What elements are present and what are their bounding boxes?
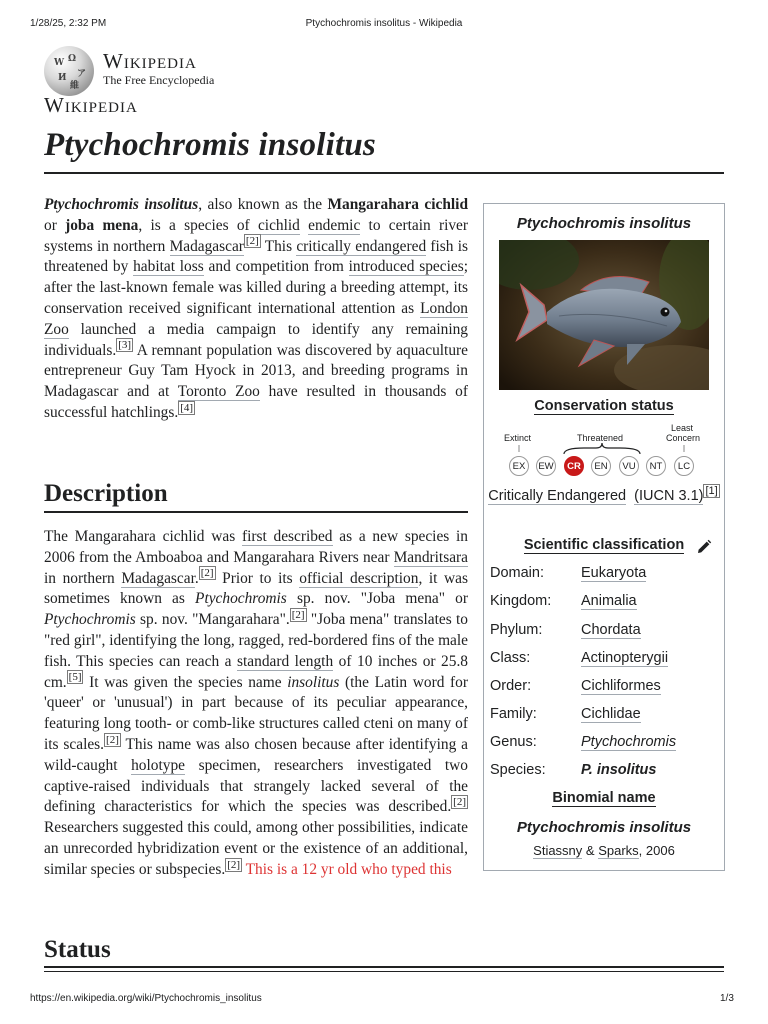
reference-link[interactable]: [2] [291,609,305,622]
reference-link[interactable]: [3] [118,339,132,352]
taxonomy-rank: Order: [490,678,532,694]
link-mandritsara[interactable]: Mandritsara [393,548,468,566]
taxonomy-value[interactable]: Animalia [581,593,637,609]
text: , also known as the [198,196,328,213]
iucn-brackets [484,204,724,464]
text: , it was sometimes known as [44,569,468,608]
link-critically-endangered[interactable]: Critically Endangered [488,488,627,504]
vandal-text: This is a 12 yr old who typed this [242,860,452,878]
taxonomy-value[interactable]: Ptychochromis [581,734,677,750]
link-stiassny[interactable]: Stiassny [533,843,583,858]
taxonomy-value[interactable]: Eukaryota [581,565,647,581]
text: The Mangarahara cichlid was [44,528,242,545]
section-heading-description: Description [44,480,168,507]
infobox [483,203,725,871]
italic-text: insolitus [287,673,340,691]
text: or [44,216,66,234]
text: Researchers suggested this could, among other possibilities, indicate an unrecorded hybridization event or the existence of an additional, similar species or subspecies. [44,819,468,878]
binomial-name-label: Binomial name [552,790,656,806]
link-first-described[interactable]: first described [241,528,333,545]
text: & [582,843,599,858]
iucn-bubble-ex[interactable]: EX [509,456,529,476]
section-heading-status: Status [44,936,111,963]
link-introduced-species[interactable]: introduced species [348,258,464,276]
iucn-bubble-ew[interactable]: EW [536,456,556,476]
iucn-label-extinct: Extinct [504,433,532,443]
iucn-label-concern: Concern [666,433,701,443]
text: This [260,237,297,255]
taxonomy-value: P. insolitus [581,762,657,778]
text: and competition from [203,258,349,276]
reference-link[interactable]: [2] [106,733,119,746]
iucn-bubble-en[interactable]: EN [591,456,611,476]
text: This name was also chosen because after identifying a wild-caught [44,735,468,774]
text: , 2006 [638,843,675,858]
link-madagascar[interactable]: Madagascar [169,237,244,255]
iucn-label-least: Least [671,423,694,433]
binomial-name-heading[interactable] [484,790,724,806]
taxonomy-rank: Domain: [490,565,544,581]
link-critically-endangered[interactable]: critically endangered [296,237,427,255]
wikipedia-globe-icon: W Ω ア И 維 [44,46,94,96]
page-title: Ptychochromis insolitus [44,127,376,163]
link-sparks[interactable]: Sparks [598,843,639,858]
section-rule [44,966,724,968]
text: It was given the species name [83,673,288,691]
link-endemic[interactable]: endemic [308,216,361,234]
text: of 10 inches or 25.8 cm. [44,652,468,691]
reference-link[interactable]: [2] [245,235,259,248]
wikipedia-tagline: The Free Encyclopedia [103,73,215,87]
text: as a new species in 2006 from the Amboaboa and Mangarahara Rivers near [44,528,469,566]
taxonomy-rank: Phylum: [490,622,543,638]
reference-link[interactable]: [2] [453,796,466,809]
taxonomy-rank: Family: [490,706,537,722]
link-habitat-loss[interactable]: habitat loss [133,258,204,276]
text: "Joba mena" translates to "red girl", identifying the long, ragged, red-bordered fins of the male fish. This species can reach a [44,611,468,670]
text: have resulted in thousands of successful hatchlings. [44,383,468,421]
iucn-label-threatened: Threatened [577,433,624,443]
wikipedia-wordmark: Wikipedia [103,49,197,73]
text: launched a media campaign to identify any remaining individuals. [44,320,468,359]
text [300,217,308,234]
link-holotype[interactable]: holotype [131,756,185,774]
lead-paragraph [44,195,468,424]
link-standard-length[interactable]: standard length [237,652,334,670]
binomial-authority [484,843,724,858]
link-official-description[interactable]: official description [299,569,419,587]
reference-link[interactable]: [2] [200,567,214,580]
reference-link[interactable]: [1] [705,485,718,498]
section-rule [44,511,468,513]
iucn-bubble-vu[interactable]: VU [619,456,639,476]
text: Prior to its [215,569,300,587]
text: (the Latin word for 'queer' or 'unusual') in part because of its peculiar appearance, featuring long tooth- or comb-like structures called cteni on many of its scales. [44,673,468,753]
taxonomy-rank: Class: [490,650,531,666]
link-london-zoo[interactable]: London Zoo [44,299,468,338]
print-page-title: Ptychochromis insolitus - Wikipedia [305,18,463,29]
scientific-classification-heading[interactable] [484,537,724,553]
print-url: https://en.wikipedia.org/wiki/Ptychochromis_insolitus [30,993,262,1004]
text: . [194,569,199,587]
conservation-status-label: Conservation status [534,398,674,414]
reference-link[interactable]: [2] [227,858,241,871]
print-datetime: 1/28/25, 2:32 PM [30,18,107,29]
taxonomy-value[interactable]: Chordata [581,622,641,638]
print-page-number: 1/3 [720,993,734,1004]
title-rule [44,172,724,174]
binomial-name: Ptychochromis insolitus [516,819,692,836]
text: A remnant population was discovered by aquaculture entrepreneur Guy Tam Hyock in 2013, and breeding programs in Madagascar and at [44,341,468,401]
taxonomy-value[interactable]: Actinopterygii [581,650,669,666]
taxonomy-rank: Species: [490,762,546,778]
wikipedia-wordmark-small: Wikipedia [44,93,138,117]
iucn-bubble-lc[interactable]: LC [674,456,694,476]
link-madagascar[interactable]: Madagascar [121,569,195,587]
pencil-icon[interactable] [696,539,712,555]
text: to certain river systems in northern [44,216,468,255]
infobox-title: Ptychochromis insolitus [516,215,692,232]
taxonomy-value[interactable]: Cichlidae [581,706,641,722]
italic-text: Ptychochromis [195,590,287,608]
taxonomy-value[interactable]: Cichliformes [581,678,661,694]
text: , is a species of [138,216,258,234]
text: ; after the last-known female was killed during a breeding attempt, its conservation received significant international attention as [44,258,468,317]
reference-link[interactable]: [4] [180,401,194,414]
link-iucn[interactable]: (IUCN 3.1) [634,488,704,504]
text: fish is threatened by [44,237,468,276]
common-name-2: joba mena [65,216,139,234]
taxonomy-rank: Kingdom: [490,593,552,609]
reference-link[interactable]: [5] [68,671,82,684]
description-paragraph [44,527,468,881]
section-rule-lower [44,971,724,972]
text: in northern [44,569,122,587]
common-name-1: Mangarahara cichlid [327,196,469,213]
text: sp. nov. "Joba mena" or [286,590,468,608]
conservation-status-value [484,484,724,508]
link-cichlid[interactable]: cichlid [257,216,300,234]
link-toronto-zoo[interactable]: Toronto Zoo [177,383,260,401]
iucn-bubble-cr[interactable]: CR [564,456,584,476]
italic-text: Ptychochromis [44,611,136,629]
scientific-classification-label: Scientific classification [523,537,685,553]
text: sp. nov. "Mangarahara". [135,611,290,629]
taxonomy-rank: Genus: [490,734,537,750]
iucn-bubble-nt[interactable]: NT [646,456,666,476]
text: specimen, researchers investigated two captive-raised individuals that strangely lacked several of the defining characteristics for which the species was described. [44,756,468,816]
lead-subject: Ptychochromis insolitus [44,196,199,213]
